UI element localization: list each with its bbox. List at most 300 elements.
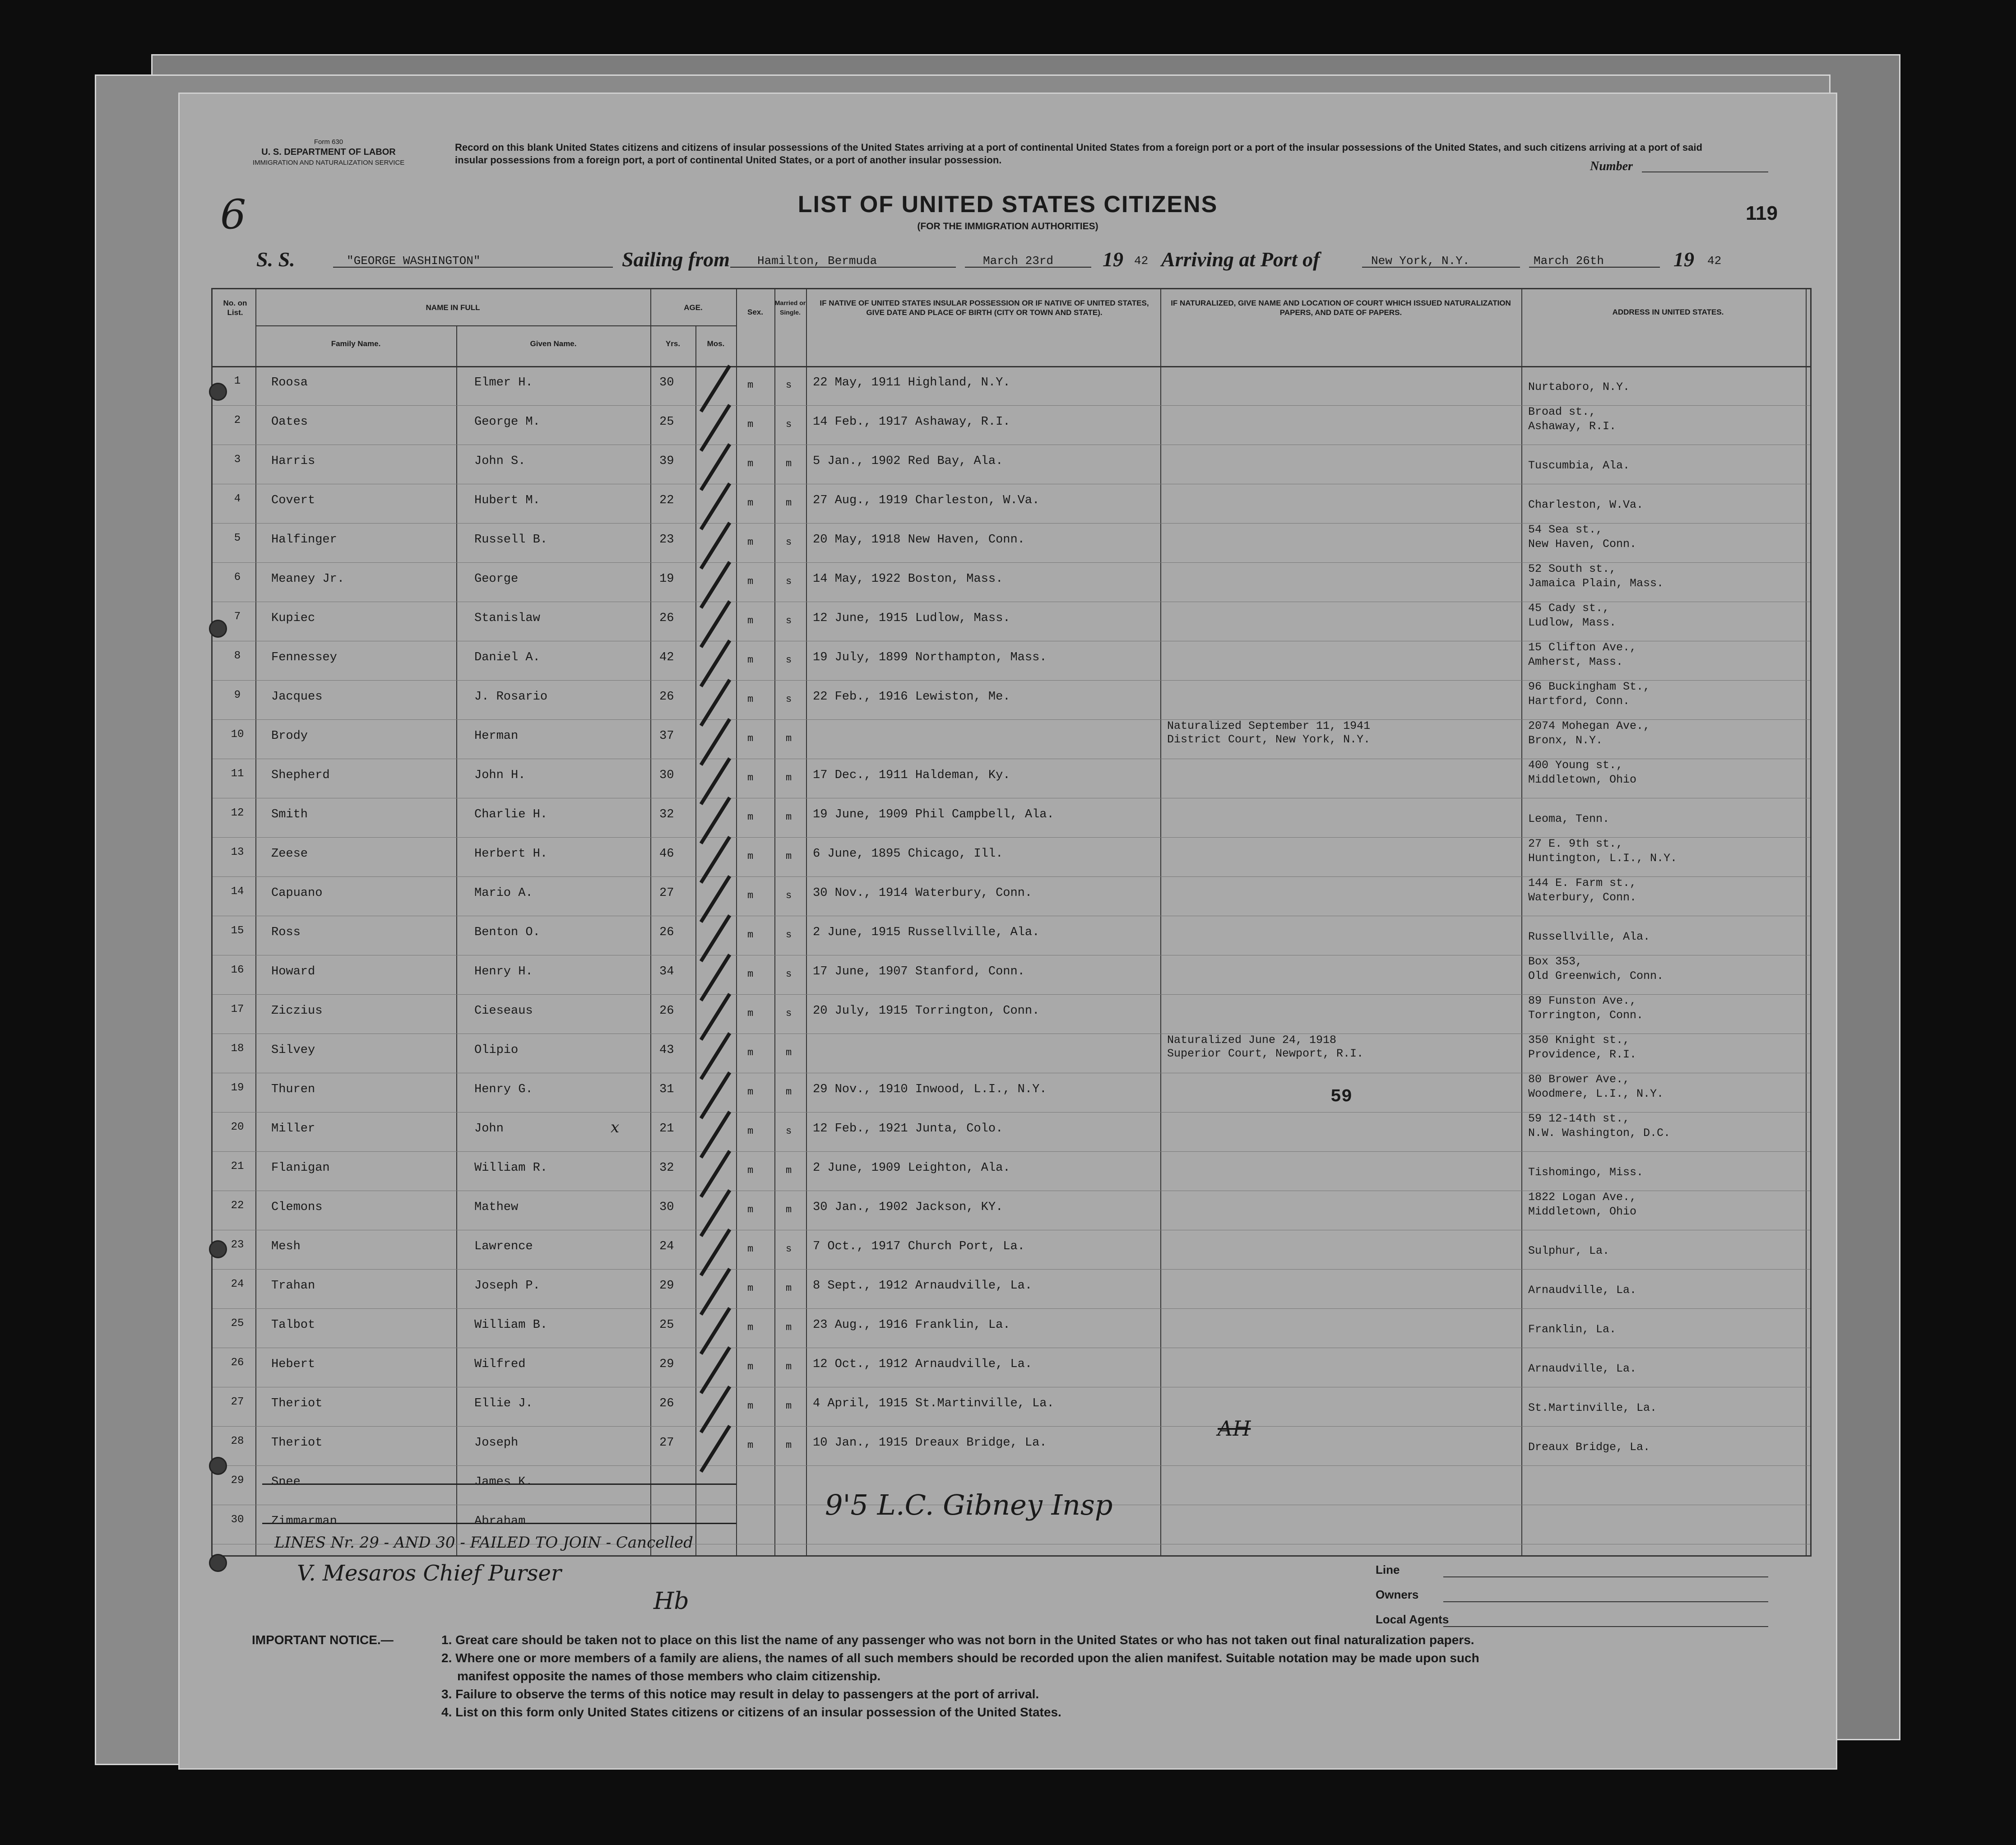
married-or-single: s — [786, 694, 792, 705]
address-line-2: Torrington, Conn. — [1528, 1009, 1644, 1022]
address-line-2: Tuscumbia, Ala. — [1528, 459, 1630, 472]
row-number: 2 — [234, 414, 241, 426]
family-name: Miller — [271, 1122, 315, 1136]
age-years: 22 — [659, 494, 674, 507]
col-name-in-full: NAME IN FULL — [426, 303, 480, 312]
family-name: Smith — [271, 808, 308, 821]
form-header — [234, 137, 423, 168]
sex: m — [747, 929, 754, 941]
punch-hole — [209, 1554, 227, 1572]
row-number: 18 — [231, 1043, 244, 1055]
age-years: 26 — [659, 1004, 674, 1018]
row-number: 4 — [234, 493, 241, 505]
married-or-single: m — [786, 1361, 792, 1372]
given-name: Henry G. — [474, 1083, 533, 1096]
sex: m — [747, 380, 754, 391]
age-years: 30 — [659, 1201, 674, 1214]
birth-date-place: 10 Jan., 1915 Dreaux Bridge, La. — [813, 1436, 1047, 1450]
given-name: Cieseaus — [474, 1004, 533, 1018]
address-line-2: St.Martinville, La. — [1528, 1401, 1657, 1414]
age-years: 23 — [659, 533, 674, 547]
sex: m — [747, 1204, 754, 1215]
given-name: George M. — [474, 415, 540, 429]
family-name: Covert — [271, 494, 315, 507]
address-line-2: Huntington, L.I., N.Y. — [1528, 852, 1678, 865]
address-line-2: Leoma, Tenn. — [1528, 812, 1610, 825]
birth-date-place: 4 April, 1915 St.Martinville, La. — [813, 1397, 1054, 1410]
naturalization-line-2: District Court, New York, N.Y. — [1167, 733, 1371, 746]
family-name: Zimmarman — [271, 1515, 337, 1528]
line-label: Line — [1376, 1563, 1400, 1576]
sex: m — [747, 851, 754, 862]
row-number: 19 — [231, 1082, 244, 1094]
family-name: Trahan — [271, 1279, 315, 1293]
birth-date-place: 14 Feb., 1917 Ashaway, R.I. — [813, 415, 1010, 429]
married-or-single: m — [786, 1400, 792, 1412]
married-or-single: s — [786, 537, 792, 548]
family-name: Howard — [271, 965, 315, 978]
given-name: John S. — [474, 454, 526, 468]
address-line-2: Amherst, Mass. — [1528, 655, 1623, 668]
married-or-single: m — [786, 458, 792, 469]
given-name: Herman — [474, 729, 519, 743]
family-name: Theriot — [271, 1397, 323, 1410]
row-number: 8 — [234, 650, 241, 662]
married-or-single: m — [786, 851, 792, 862]
row-number: 28 — [231, 1435, 244, 1447]
age-years: 42 — [659, 651, 674, 664]
given-name: J. Rosario — [474, 690, 548, 704]
sex: m — [747, 458, 754, 469]
sex: m — [747, 1047, 754, 1058]
arrival-year-prefix: 19 — [1673, 248, 1694, 271]
married-or-single: m — [786, 1440, 792, 1451]
sex: m — [747, 890, 754, 901]
sex: m — [747, 1440, 754, 1451]
given-name: James K. — [474, 1475, 533, 1489]
line-field — [1443, 1576, 1768, 1577]
sailing-year-suffix: 42 — [1134, 254, 1149, 268]
given-name: Wilfred — [474, 1358, 526, 1371]
married-or-single: m — [786, 1204, 792, 1215]
age-years: 26 — [659, 1397, 674, 1410]
punch-hole — [209, 1240, 227, 1258]
family-name: Mesh — [271, 1240, 301, 1253]
punch-hole — [209, 1457, 227, 1475]
arrival-port-line — [1362, 267, 1520, 268]
arrival-year-suffix: 42 — [1707, 254, 1722, 268]
married-or-single: s — [786, 576, 792, 587]
family-name: Kupiec — [271, 612, 315, 625]
address-line-1: Broad st., — [1528, 405, 1596, 418]
age-years: 39 — [659, 454, 674, 468]
family-name: Thuren — [271, 1083, 315, 1096]
address-line-1: 59 12-14th st., — [1528, 1112, 1630, 1125]
age-years: 34 — [659, 965, 674, 978]
married-or-single: s — [786, 890, 792, 901]
sex: m — [747, 615, 754, 626]
sailing-label: Sailing from — [622, 248, 730, 271]
birth-date-place: 17 June, 1907 Stanford, Conn. — [813, 965, 1025, 978]
arriving-label: Arriving at Port of — [1161, 248, 1320, 271]
family-name: Fennessey — [271, 651, 337, 664]
family-name: Silvey — [271, 1043, 315, 1057]
address-line-1: 96 Buckingham St., — [1528, 680, 1650, 693]
birth-date-place: 7 Oct., 1917 Church Port, La. — [813, 1240, 1025, 1253]
birth-date-place: 22 Feb., 1916 Lewiston, Me. — [813, 690, 1010, 704]
row-number: 6 — [234, 571, 241, 584]
notice-2a: 2. Where one or more members of a family are aliens, the names of all such members should be recorded upon the alien manifest. Suitable notation may be made upon such — [441, 1651, 1479, 1665]
address-line-1: 15 Clifton Ave., — [1528, 641, 1637, 654]
number-label: Number — [1590, 159, 1633, 173]
row-number: 21 — [231, 1160, 244, 1173]
birth-date-place: 2 June, 1909 Leighton, Ala. — [813, 1161, 1010, 1175]
sex: m — [747, 1400, 754, 1412]
given-name: Mario A. — [474, 886, 533, 900]
sex: m — [747, 654, 754, 666]
given-name: William R. — [474, 1161, 548, 1175]
sex: m — [747, 1165, 754, 1176]
purser-signature: V. Mesaros Chief Purser — [297, 1561, 561, 1586]
given-name: Abraham — [474, 1515, 526, 1528]
passenger-table — [211, 288, 1812, 1557]
birth-date-place: 8 Sept., 1912 Arnaudville, La. — [813, 1279, 1033, 1293]
family-name: Talbot — [271, 1318, 315, 1332]
naturalization-line-2: Superior Court, Newport, R.I. — [1167, 1047, 1364, 1060]
strike-through — [262, 1523, 736, 1524]
address-line-1: 54 Sea st., — [1528, 523, 1603, 536]
age-years: 21 — [659, 1122, 674, 1136]
page-subtitle: (FOR THE IMMIGRATION AUTHORITIES) — [917, 221, 1098, 232]
local-agents-field — [1443, 1626, 1768, 1627]
notice-3: 3. Failure to observe the terms of this notice may result in delay to passengers at the port of arrival. — [441, 1687, 1039, 1701]
sex: m — [747, 1086, 754, 1098]
birth-date-place: 2 June, 1915 Russellville, Ala. — [813, 926, 1040, 939]
row-number: 1 — [234, 375, 241, 387]
family-name: Theriot — [271, 1436, 323, 1450]
family-name: Zeese — [271, 847, 308, 861]
married-or-single: s — [786, 1008, 792, 1019]
married-or-single: m — [786, 772, 792, 783]
given-name: Hubert M. — [474, 494, 540, 507]
address-line-1: 80 Brower Ave., — [1528, 1073, 1630, 1086]
row-number: 12 — [231, 807, 244, 819]
sex: m — [747, 1008, 754, 1019]
sailing-port: Hamilton, Bermuda — [757, 254, 877, 268]
age-years: 30 — [659, 769, 674, 782]
sex: m — [747, 576, 754, 587]
age-years: 29 — [659, 1358, 674, 1371]
sex: m — [747, 733, 754, 744]
page-title: LIST OF UNITED STATES CITIZENS — [797, 191, 1218, 218]
row-number: 27 — [231, 1396, 244, 1408]
sailing-port-line — [730, 267, 956, 268]
birth-date-place: 17 Dec., 1911 Haldeman, Ky. — [813, 769, 1010, 782]
cancelled-lines-note: LINES Nr. 29 - AND 30 - FAILED TO JOIN - Cancelled — [274, 1534, 693, 1552]
family-name: Harris — [271, 454, 315, 468]
birth-date-place: 29 Nov., 1910 Inwood, L.I., N.Y. — [813, 1083, 1047, 1096]
handwritten-corner-number: 6 — [220, 191, 246, 238]
address-line-2: Hartford, Conn. — [1528, 695, 1630, 708]
address-line-2: Sulphur, La. — [1528, 1244, 1610, 1257]
married-or-single: m — [786, 497, 792, 509]
family-name: Oates — [271, 415, 308, 429]
given-name: Stanislaw — [474, 612, 540, 625]
row-number: 24 — [231, 1278, 244, 1290]
given-name: Daniel A. — [474, 651, 540, 664]
sex: m — [747, 969, 754, 980]
given-name: Mathew — [474, 1201, 519, 1214]
table-row-divider — [213, 1308, 1810, 1309]
address-line-2: Old Greenwich, Conn. — [1528, 969, 1664, 983]
row-number: 13 — [231, 846, 244, 858]
row-number: 23 — [231, 1239, 244, 1251]
married-or-single: m — [786, 1165, 792, 1176]
col-no: No. on List. — [223, 299, 247, 317]
family-name: Jacques — [271, 690, 323, 704]
married-or-single: m — [786, 1283, 792, 1294]
age-years: 27 — [659, 886, 674, 900]
given-name: Henry H. — [474, 965, 533, 978]
initials: Hb — [653, 1588, 689, 1615]
sailing-date: March 23rd — [983, 254, 1054, 268]
address-line-2: Arnaudville, La. — [1528, 1284, 1637, 1297]
row-number: 15 — [231, 925, 244, 937]
age-years: 27 — [659, 1436, 674, 1450]
family-name: Brody — [271, 729, 308, 743]
birth-date-place: 27 Aug., 1919 Charleston, W.Va. — [813, 494, 1040, 507]
address-line-2: Ashaway, R.I. — [1528, 420, 1617, 433]
address-line-2: Charleston, W.Va. — [1528, 498, 1644, 511]
ship-name-line — [333, 267, 613, 268]
age-years: 32 — [659, 1161, 674, 1175]
punch-hole — [209, 383, 227, 401]
family-name: Meaney Jr. — [271, 572, 345, 586]
address-line-2: Bronx, N.Y. — [1528, 734, 1603, 747]
page-number: 119 — [1746, 202, 1778, 224]
married-or-single: s — [786, 1243, 792, 1255]
married-or-single: m — [786, 1086, 792, 1098]
address-line-2: Providence, R.I. — [1528, 1048, 1637, 1061]
family-name: Capuano — [271, 886, 323, 900]
given-name: Joseph — [474, 1436, 519, 1450]
given-name: Joseph P. — [474, 1279, 540, 1293]
address-line-1: 2074 Mohegan Ave., — [1528, 719, 1650, 732]
married-or-single: s — [786, 1126, 792, 1137]
family-name: Shepherd — [271, 769, 330, 782]
address-line-2: Nurtaboro, N.Y. — [1528, 380, 1630, 394]
row-number: 26 — [231, 1357, 244, 1369]
age-years: 26 — [659, 926, 674, 939]
address-line-1: Box 353, — [1528, 955, 1583, 968]
married-or-single: s — [786, 969, 792, 980]
col-married-single: Married or Single. — [774, 299, 806, 316]
arrival-date: March 26th — [1534, 254, 1604, 268]
given-name: Russell B. — [474, 533, 548, 547]
birth-date-place: 30 Jan., 1902 Jackson, KY. — [813, 1201, 1003, 1214]
age-years: 32 — [659, 808, 674, 821]
arrival-port: New York, N.Y. — [1371, 254, 1470, 268]
notice-1: 1. Great care should be taken not to place on this list the name of any passenger who was not born in the United States or who has not taken out final naturalization papers. — [441, 1633, 1474, 1647]
age-years: 46 — [659, 847, 674, 861]
row-number: 7 — [234, 611, 241, 623]
birth-date-place: 20 May, 1918 New Haven, Conn. — [813, 533, 1025, 547]
table-row-divider — [213, 1426, 1810, 1427]
sex: m — [747, 1322, 754, 1333]
married-or-single: s — [786, 380, 792, 391]
given-name: Elmer H. — [474, 376, 533, 389]
sex: m — [747, 694, 754, 705]
ss-label: S. S. — [256, 248, 295, 271]
address-line-1: 144 E. Farm st., — [1528, 876, 1637, 890]
address-line-2: Middletown, Ohio — [1528, 1205, 1637, 1218]
address-line-2: Dreaux Bridge, La. — [1528, 1441, 1650, 1454]
birth-date-place: 22 May, 1911 Highland, N.Y. — [813, 376, 1010, 389]
sailing-year-prefix: 19 — [1103, 248, 1123, 271]
birth-date-place: 14 May, 1922 Boston, Mass. — [813, 572, 1003, 586]
birth-date-place: 20 July, 1915 Torrington, Conn. — [813, 1004, 1040, 1018]
family-name: Flanigan — [271, 1161, 330, 1175]
address-line-2: Ludlow, Mass. — [1528, 616, 1617, 629]
row-number: 16 — [231, 964, 244, 976]
row-number: 25 — [231, 1317, 244, 1330]
address-line-1: 350 Knight st., — [1528, 1034, 1630, 1047]
sex: m — [747, 1283, 754, 1294]
birth-date-place: 19 July, 1899 Northampton, Mass. — [813, 651, 1047, 664]
married-or-single: s — [786, 419, 792, 430]
age-years: 25 — [659, 415, 674, 429]
birth-date-place: 12 June, 1915 Ludlow, Mass. — [813, 612, 1010, 625]
given-name: John H. — [474, 769, 526, 782]
address-line-2: Jamaica Plain, Mass. — [1528, 577, 1664, 590]
col-age: AGE. — [684, 303, 703, 312]
sex: m — [747, 1243, 754, 1255]
birth-date-place: 19 June, 1909 Phil Campbell, Ala. — [813, 808, 1054, 821]
address-line-1: 89 Funston Ave., — [1528, 994, 1637, 1007]
row-number: 17 — [231, 1003, 244, 1015]
address-line-2: New Haven, Conn. — [1528, 538, 1637, 551]
notice-label: IMPORTANT NOTICE.— — [252, 1633, 394, 1647]
birth-date-place: 6 June, 1895 Chicago, Ill. — [813, 847, 1003, 861]
owners-label: Owners — [1376, 1588, 1419, 1601]
given-name: Lawrence — [474, 1240, 533, 1253]
address-line-2: Waterbury, Conn. — [1528, 891, 1637, 904]
strike-through — [262, 1483, 736, 1485]
family-name: Ross — [271, 926, 301, 939]
row-number: 11 — [231, 768, 244, 780]
married-or-single: m — [786, 1047, 792, 1058]
age-years: 26 — [659, 612, 674, 625]
address-line-1: 27 E. 9th st., — [1528, 837, 1623, 850]
address-line-2: N.W. Washington, D.C. — [1528, 1126, 1671, 1140]
stamp-number: 59 — [1330, 1087, 1353, 1107]
address-line-1: 400 Young st., — [1528, 759, 1623, 772]
col-sex: Sex. — [747, 308, 763, 316]
notice-4: 4. List on this form only United States citizens or citizens of an insular possession of the United States. — [441, 1705, 1061, 1719]
owners-field — [1443, 1601, 1768, 1602]
row-number: 30 — [231, 1514, 244, 1526]
row-number: 22 — [231, 1200, 244, 1212]
age-years: 30 — [659, 376, 674, 389]
family-name: Halfinger — [271, 533, 337, 547]
age-years: 31 — [659, 1083, 674, 1096]
family-name: Ziczius — [271, 1004, 323, 1018]
arrival-date-line — [1529, 267, 1660, 268]
form-number: Form 630 — [314, 138, 343, 146]
table-row-divider — [213, 1151, 1810, 1152]
naturalization-line-1: Naturalized September 11, 1941 — [1167, 719, 1371, 732]
address-line-2: Middletown, Ohio — [1528, 773, 1637, 786]
family-name: Snee — [271, 1475, 301, 1489]
given-name: John — [474, 1122, 504, 1136]
col-birth: IF NATIVE OF UNITED STATES INSULAR POSSESSION OR IF NATIVE OF UNITED STATES, GIVE DATE AND PLACE OF BIRTH (CITY OR TOWN AND STATE). — [820, 299, 1149, 317]
age-years: 24 — [659, 1240, 674, 1253]
age-years: 43 — [659, 1043, 674, 1057]
col-family-name: Family Name. — [331, 339, 381, 348]
family-name: Hebert — [271, 1358, 315, 1371]
age-years: 37 — [659, 729, 674, 743]
col-naturalized: IF NATURALIZED, GIVE NAME AND LOCATION OF COURT WHICH ISSUED NATURALIZATION PAPERS, AND DATE OF PAPERS. — [1171, 299, 1511, 317]
ship-name: "GEORGE WASHINGTON" — [347, 254, 481, 268]
age-years: 25 — [659, 1318, 674, 1332]
address-line-2: Franklin, La. — [1528, 1323, 1617, 1336]
married-or-single: s — [786, 929, 792, 941]
col-age-mos: Mos. — [707, 339, 725, 348]
married-or-single: m — [786, 811, 792, 823]
given-name: Ellie J. — [474, 1397, 533, 1410]
given-name: George — [474, 572, 519, 586]
row-number: 10 — [231, 728, 244, 741]
manifest-page — [178, 93, 1837, 1770]
address-line-2: Russellville, Ala. — [1528, 930, 1650, 943]
given-name: Benton O. — [474, 926, 540, 939]
inspector-signature: 9'5 L.C. Gibney Insp — [825, 1488, 1113, 1521]
punch-hole — [209, 620, 227, 638]
sex: m — [747, 419, 754, 430]
row-number: 5 — [234, 532, 241, 544]
form-service: IMMIGRATION AND NATURALIZATION SERVICE — [252, 159, 405, 167]
table-row-divider — [213, 1465, 1810, 1466]
address-line-1: 52 South st., — [1528, 562, 1617, 575]
row-number: 9 — [234, 689, 241, 701]
address-line-2: Tishomingo, Miss. — [1528, 1166, 1644, 1179]
sex: m — [747, 1126, 754, 1137]
given-name: Charlie H. — [474, 808, 548, 821]
age-years: 26 — [659, 690, 674, 704]
given-name: William B. — [474, 1318, 548, 1332]
col-age-yrs: Yrs. — [665, 339, 681, 348]
row-number: 20 — [231, 1121, 244, 1133]
col-address: ADDRESS IN UNITED STATES. — [1612, 308, 1724, 316]
married-or-single: s — [786, 654, 792, 666]
address-line-1: 1822 Logan Ave., — [1528, 1191, 1637, 1204]
age-years: 19 — [659, 572, 674, 586]
birth-date-place: 30 Nov., 1914 Waterbury, Conn. — [813, 886, 1033, 900]
sex: m — [747, 497, 754, 509]
intro-text: Record on this blank United States citizens and citizens of insular possessions of the United States arriving at a port of continental United States from a foreign port or a port of the insular possessions of the United States, and such citizens arriving at a port of said insular possessions from a foreign port, a port of continental United States, or a port of another insular possession. — [455, 142, 1702, 166]
form-department: U. S. DEPARTMENT OF LABOR — [261, 147, 396, 157]
cancel-mark: AH — [1218, 1416, 1251, 1441]
given-name: Herbert H. — [474, 847, 548, 861]
age-years: 29 — [659, 1279, 674, 1293]
local-agents-label: Local Agents — [1376, 1613, 1449, 1626]
address-line-1: 45 Cady st., — [1528, 602, 1610, 615]
sex: m — [747, 811, 754, 823]
birth-date-place: 12 Feb., 1921 Junta, Colo. — [813, 1122, 1003, 1136]
married-or-single: s — [786, 615, 792, 626]
sex: m — [747, 772, 754, 783]
given-name: Olipio — [474, 1043, 519, 1057]
